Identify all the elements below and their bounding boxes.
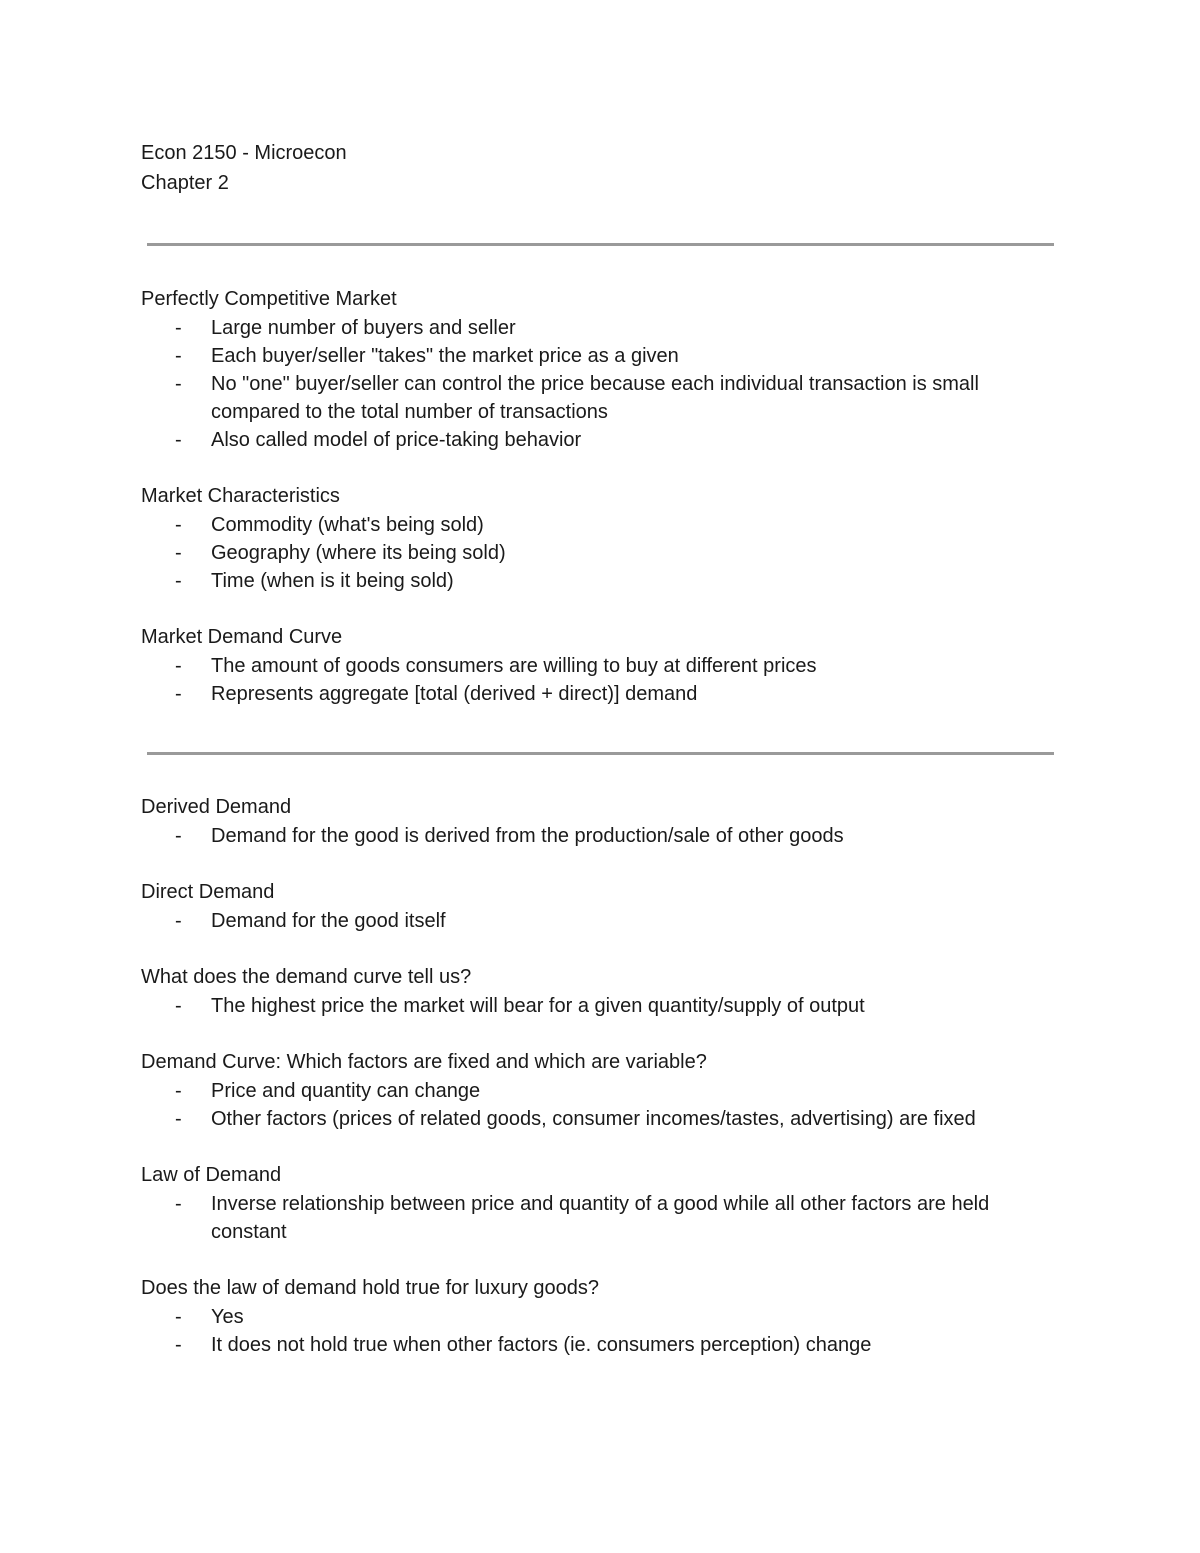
section-heading: Direct Demand — [141, 881, 275, 903]
bullet-item — [141, 1077, 1061, 1105]
section-derived-demand — [141, 792, 1061, 850]
dash-bullet-icon: - — [175, 655, 182, 677]
course-title: Econ 2150 - Microecon — [141, 142, 347, 164]
bullet-item — [141, 314, 1061, 342]
bullet-list — [141, 822, 1061, 850]
dash-bullet-icon: - — [175, 373, 182, 395]
dash-bullet-icon: - — [175, 1193, 182, 1215]
section-direct-demand — [141, 877, 1061, 935]
horizontal-divider — [147, 752, 1054, 755]
section-heading: What does the demand curve tell us? — [141, 966, 472, 988]
section-does-the-law-of-demand-hold-true-for-luxury-goods — [141, 1273, 1061, 1359]
bullet-item — [141, 426, 1061, 454]
bullet-text: Demand for the good is derived from the production/sale of other goods — [211, 825, 844, 847]
dash-bullet-icon: - — [175, 825, 182, 847]
bullet-text: Each buyer/seller "takes" the market price as a given — [211, 345, 679, 367]
bullet-item — [141, 1331, 1061, 1359]
bullet-item — [141, 907, 1061, 935]
bullet-item — [141, 652, 1061, 680]
dash-bullet-icon: - — [175, 683, 182, 705]
bullet-text: Large number of buyers and seller — [211, 317, 516, 339]
bullet-item — [141, 511, 1061, 539]
dash-bullet-icon: - — [175, 317, 182, 339]
section-heading: Perfectly Competitive Market — [141, 288, 397, 310]
bullet-text: Geography (where its being sold) — [211, 542, 506, 564]
dash-bullet-icon: - — [175, 1080, 182, 1102]
bullet-item — [141, 822, 1061, 850]
bullet-item — [141, 370, 1061, 426]
section-market-demand-curve — [141, 622, 1061, 708]
bullet-item — [141, 992, 1061, 1020]
section-heading: Law of Demand — [141, 1164, 282, 1186]
dash-bullet-icon: - — [175, 1306, 182, 1328]
bullet-item — [141, 539, 1061, 567]
dash-bullet-icon: - — [175, 514, 182, 536]
bullet-text: No "one" buyer/seller can control the price because each individual transaction is small compared to the total number of transactions — [211, 373, 979, 423]
dash-bullet-icon: - — [175, 1334, 182, 1356]
bullet-text: Also called model of price-taking behavior — [211, 429, 582, 451]
section-law-of-demand — [141, 1160, 1061, 1246]
document-page — [141, 138, 1061, 1386]
bullet-list — [141, 992, 1061, 1020]
bullet-text: Represents aggregate [total (derived + direct)] demand — [211, 683, 698, 705]
bullet-list — [141, 1077, 1061, 1133]
bullet-item — [141, 1190, 1061, 1246]
section-market-characteristics — [141, 481, 1061, 595]
section-perfectly-competitive-market — [141, 284, 1061, 454]
bullet-list — [141, 907, 1061, 935]
dash-bullet-icon: - — [175, 429, 182, 451]
section-what-does-the-demand-curve-tell-us — [141, 962, 1061, 1020]
notes-part-2 — [141, 792, 1061, 1359]
bullet-text: Inverse relationship between price and quantity of a good while all other factors are held constant — [211, 1193, 990, 1243]
bullet-text: Commodity (what's being sold) — [211, 514, 484, 536]
dash-bullet-icon: - — [175, 1108, 182, 1130]
dash-bullet-icon: - — [175, 910, 182, 932]
bullet-text: Other factors (prices of related goods, consumer incomes/tastes, advertising) are fixed — [211, 1108, 976, 1130]
dash-bullet-icon: - — [175, 345, 182, 367]
bullet-item — [141, 567, 1061, 595]
bullet-list — [141, 652, 1061, 708]
bullet-item — [141, 342, 1061, 370]
dash-bullet-icon: - — [175, 542, 182, 564]
section-heading: Market Characteristics — [141, 485, 340, 507]
horizontal-divider — [147, 243, 1054, 246]
bullet-list — [141, 314, 1061, 454]
bullet-text: The amount of goods consumers are willing to buy at different prices — [211, 655, 817, 677]
bullet-text: Price and quantity can change — [211, 1080, 481, 1102]
chapter-title: Chapter 2 — [141, 172, 229, 194]
dash-bullet-icon: - — [175, 570, 182, 592]
bullet-text: Yes — [211, 1306, 244, 1328]
section-heading: Market Demand Curve — [141, 626, 343, 648]
bullet-item — [141, 1303, 1061, 1331]
bullet-text: The highest price the market will bear for a given quantity/supply of output — [211, 995, 865, 1017]
bullet-list — [141, 511, 1061, 595]
bullet-text: It does not hold true when other factors (ie. consumers perception) change — [211, 1334, 872, 1356]
section-demand-curve-which-factors-are-fixed-and-which-are-variable — [141, 1047, 1061, 1133]
notes-part-1 — [141, 284, 1061, 708]
bullet-item — [141, 680, 1061, 708]
bullet-list — [141, 1303, 1061, 1359]
bullet-list — [141, 1190, 1061, 1246]
dash-bullet-icon: - — [175, 995, 182, 1017]
bullet-item — [141, 1105, 1061, 1133]
section-heading: Derived Demand — [141, 796, 292, 818]
section-heading: Demand Curve: Which factors are fixed and which are variable? — [141, 1051, 707, 1073]
bullet-text: Demand for the good itself — [211, 910, 446, 932]
bullet-text: Time (when is it being sold) — [211, 570, 454, 592]
section-heading: Does the law of demand hold true for luxury goods? — [141, 1277, 600, 1299]
